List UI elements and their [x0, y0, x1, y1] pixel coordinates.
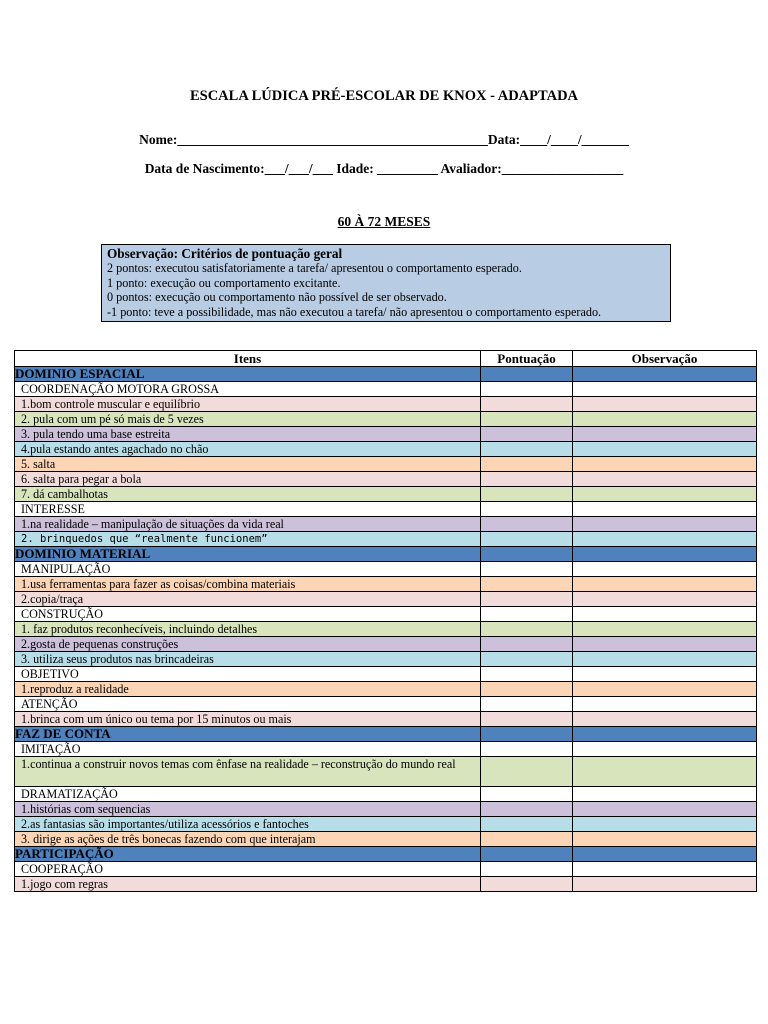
table-row: [15, 457, 757, 472]
item-text: 7. dá cambalhotas: [15, 487, 481, 502]
section-row: [15, 847, 757, 862]
score-cell[interactable]: [481, 592, 573, 607]
score-cell[interactable]: [481, 457, 573, 472]
criteria-line: -1 ponto: teve a possibilidade, mas não executou a tarefa/ não apresentou o comportamento esperado.: [107, 304, 602, 319]
scoring-criteria-box: [101, 244, 671, 322]
section-row: [15, 727, 757, 742]
score-cell: [481, 787, 573, 802]
score-cell: [481, 847, 573, 862]
score-cell[interactable]: [481, 712, 573, 727]
item-text: 2.as fantasias são importantes/utiliza acessórios e fantoches: [15, 817, 481, 832]
category-row: [15, 502, 757, 517]
observation-cell: [573, 697, 757, 712]
score-cell: [481, 382, 573, 397]
table-row: [15, 802, 757, 817]
observation-cell: [573, 742, 757, 757]
observation-cell[interactable]: [573, 472, 757, 487]
observation-cell[interactable]: [573, 442, 757, 457]
table-row: [15, 442, 757, 457]
scoring-criteria-heading: Observação: Critérios de pontuação geral: [107, 246, 343, 261]
table-row: [15, 487, 757, 502]
item-text: 3. utiliza seus produtos nas brincadeiras: [15, 652, 481, 667]
category-title: ATENÇÃO: [15, 697, 481, 712]
item-text: 2.copia/traça: [15, 592, 481, 607]
score-cell[interactable]: [481, 412, 573, 427]
table-row: [15, 577, 757, 592]
section-title: DOMINIO ESPACIAL: [15, 367, 481, 382]
score-cell[interactable]: [481, 517, 573, 532]
item-text: 5. salta: [15, 457, 481, 472]
score-cell: [481, 367, 573, 382]
score-cell[interactable]: [481, 487, 573, 502]
score-cell[interactable]: [481, 427, 573, 442]
item-text: 1.histórias com sequencias: [15, 802, 481, 817]
observation-cell: [573, 547, 757, 562]
observation-cell[interactable]: [573, 412, 757, 427]
item-text: 1.brinca com um único ou tema por 15 minutos ou mais: [15, 712, 481, 727]
observation-cell: [573, 667, 757, 682]
score-cell: [481, 667, 573, 682]
observation-cell[interactable]: [573, 457, 757, 472]
category-row: [15, 862, 757, 877]
item-text: 1.reproduz a realidade: [15, 682, 481, 697]
criteria-line: 0 pontos: execução ou comportamento não possível de ser observado.: [107, 290, 447, 304]
score-cell: [481, 727, 573, 742]
section-title: DOMINIO MATERIAL: [15, 547, 481, 562]
score-cell[interactable]: [481, 577, 573, 592]
observation-cell: [573, 787, 757, 802]
category-row: [15, 697, 757, 712]
observation-cell: [573, 502, 757, 517]
score-cell[interactable]: [481, 532, 573, 547]
score-cell[interactable]: [481, 832, 573, 847]
observation-cell[interactable]: [573, 637, 757, 652]
observation-cell[interactable]: [573, 652, 757, 667]
observation-cell: [573, 862, 757, 877]
observation-cell[interactable]: [573, 577, 757, 592]
item-text: 6. salta para pegar a bola: [15, 472, 481, 487]
criteria-line: 1 ponto: execução ou comportamento excitante.: [107, 275, 341, 290]
observation-cell: [573, 727, 757, 742]
observation-cell[interactable]: [573, 817, 757, 832]
table-row: [15, 472, 757, 487]
table-row: [15, 412, 757, 427]
observation-cell[interactable]: [573, 427, 757, 442]
table-row: [15, 877, 757, 892]
score-cell: [481, 742, 573, 757]
table-header-row: [15, 351, 757, 367]
item-text: 2. pula com um pé só mais de 5 vezes: [15, 412, 481, 427]
score-cell: [481, 502, 573, 517]
assessment-table: [14, 350, 757, 892]
table-row: [15, 757, 757, 787]
category-title: DRAMATIZAÇÃO: [15, 787, 481, 802]
section-row: [15, 547, 757, 562]
table-row: [15, 427, 757, 442]
category-title: CONSTRUÇÃO: [15, 607, 481, 622]
item-text: 3. dirige as ações de três bonecas fazendo com que interajam: [15, 832, 481, 847]
category-title: INTERESSE: [15, 502, 481, 517]
item-text: 1.usa ferramentas para fazer as coisas/combina materiais: [15, 577, 481, 592]
observation-cell[interactable]: [573, 532, 757, 547]
observation-cell: [573, 382, 757, 397]
category-title: COOPERAÇÃO: [15, 862, 481, 877]
table-row: [15, 622, 757, 637]
table-row: [15, 592, 757, 607]
item-text: 1.jogo com regras: [15, 877, 481, 892]
score-cell[interactable]: [481, 652, 573, 667]
category-row: [15, 742, 757, 757]
score-cell[interactable]: [481, 472, 573, 487]
header-observation: Observação: [573, 351, 757, 367]
observation-cell[interactable]: [573, 682, 757, 697]
section-title: PARTICIPAÇÃO: [15, 847, 481, 862]
assessment-table-body: [15, 367, 757, 892]
category-row: [15, 667, 757, 682]
observation-cell: [573, 562, 757, 577]
score-cell: [481, 547, 573, 562]
observation-cell[interactable]: [573, 802, 757, 817]
score-cell[interactable]: [481, 397, 573, 412]
item-text: 1.continua a construir novos temas com ênfase na realidade – reconstrução do mundo real: [15, 757, 481, 787]
table-row: [15, 682, 757, 697]
item-text: 1.bom controle muscular e equilíbrio: [15, 397, 481, 412]
table-row: [15, 712, 757, 727]
table-row: [15, 517, 757, 532]
observation-cell[interactable]: [573, 712, 757, 727]
table-row: [15, 637, 757, 652]
observation-cell: [573, 607, 757, 622]
score-cell: [481, 862, 573, 877]
section-title: FAZ DE CONTA: [15, 727, 481, 742]
score-cell[interactable]: [481, 817, 573, 832]
table-row: [15, 397, 757, 412]
category-title: IMITAÇÃO: [15, 742, 481, 757]
category-row: [15, 562, 757, 577]
category-row: [15, 787, 757, 802]
category-row: [15, 607, 757, 622]
item-text: 1. faz produtos reconhecíveis, incluindo detalhes: [15, 622, 481, 637]
observation-cell: [573, 367, 757, 382]
table-row: [15, 817, 757, 832]
age-range-text: 60 À 72 MESES: [337, 214, 431, 229]
score-cell[interactable]: [481, 622, 573, 637]
table-row: [15, 652, 757, 667]
observation-cell: [573, 847, 757, 862]
observation-cell[interactable]: [573, 622, 757, 637]
observation-cell[interactable]: [573, 877, 757, 892]
score-cell[interactable]: [481, 442, 573, 457]
birth-age-evaluator-line: Data de Nascimento:___/___/___ Idade: _________ Avaliador:__________________: [144, 161, 624, 176]
score-cell[interactable]: [481, 877, 573, 892]
category-title: MANIPULAÇÃO: [15, 562, 481, 577]
table-row: [15, 532, 757, 547]
score-cell[interactable]: [481, 637, 573, 652]
category-row: [15, 382, 757, 397]
item-text: 1.na realidade – manipulação de situações da vida real: [15, 517, 481, 532]
observation-cell[interactable]: [573, 517, 757, 532]
observation-cell[interactable]: [573, 757, 757, 787]
section-row: [15, 367, 757, 382]
observation-cell[interactable]: [573, 487, 757, 502]
header-items: Itens: [15, 351, 481, 367]
score-cell: [481, 607, 573, 622]
name-date-line: Nome:______________________________________________Data:____/____/_______: [139, 132, 629, 147]
score-cell[interactable]: [481, 757, 573, 787]
document-title: ESCALA LÚDICA PRÉ-ESCOLAR DE KNOX - ADAPTADA: [189, 88, 579, 104]
score-cell[interactable]: [481, 802, 573, 817]
table-row: [15, 832, 757, 847]
item-text: 4.pula estando antes agachado no chão: [15, 442, 481, 457]
item-text: 2. brinquedos que “realmente funcionem”: [15, 532, 481, 547]
score-cell[interactable]: [481, 682, 573, 697]
item-text: 2.gosta de pequenas construções: [15, 637, 481, 652]
age-range-heading: [0, 214, 768, 230]
observation-cell[interactable]: [573, 397, 757, 412]
observation-cell[interactable]: [573, 832, 757, 847]
item-text: 3. pula tendo uma base estreita: [15, 427, 481, 442]
category-title: COORDENAÇÃO MOTORA GROSSA: [15, 382, 481, 397]
score-cell: [481, 562, 573, 577]
header-score: Pontuação: [481, 351, 573, 367]
criteria-line: 2 pontos: executou satisfatoriamente a tarefa/ apresentou o comportamento esperado.: [107, 261, 522, 275]
observation-cell[interactable]: [573, 592, 757, 607]
category-title: OBJETIVO: [15, 667, 481, 682]
score-cell: [481, 697, 573, 712]
